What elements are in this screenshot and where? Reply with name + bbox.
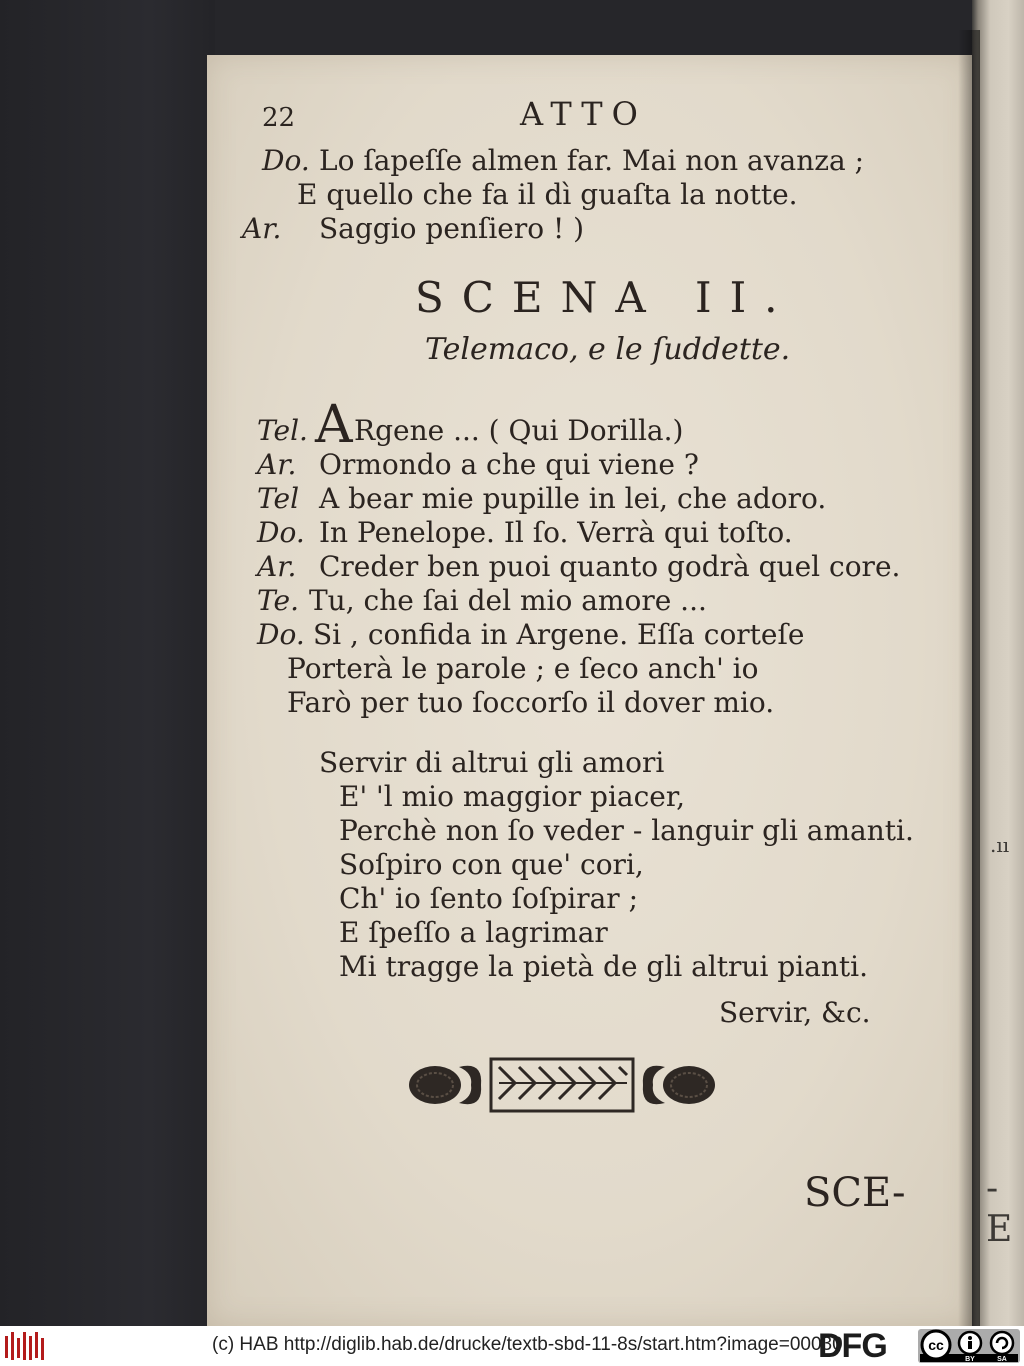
ornament-icon <box>407 1047 717 1123</box>
page-number: 22 <box>262 103 296 133</box>
cc-mark: cc <box>928 1337 944 1353</box>
aria-line: Servir di altrui gli amori <box>319 746 665 779</box>
aria-line: Soſpiro con que' cori, <box>339 848 644 881</box>
scanner-background <box>0 0 215 1326</box>
speaker-label: Ar. <box>257 550 297 583</box>
speaker-label: Do. <box>257 516 305 549</box>
footer-bar <box>0 1326 1024 1366</box>
book-page <box>207 55 972 1326</box>
speaker-label: Ar. <box>257 448 297 481</box>
neighbor-text-fragment: .ıı <box>990 833 1010 857</box>
scene-cast: Telemaco, e le ſuddette. <box>425 332 791 367</box>
aria-line: E ſpeſſo a lagrimar <box>339 916 608 949</box>
by-mark: BY <box>965 1356 975 1363</box>
verse-line: In Penelope. Il ſo. Verrà qui toſto. <box>319 516 793 549</box>
gutter-shadow <box>958 30 980 1326</box>
verse-line: Si , confida in Argene. Eſſa corteſe <box>313 618 805 651</box>
speaker-label: Tel <box>257 482 300 515</box>
running-head: ATTO <box>520 95 647 133</box>
dfg-logo[interactable]: DFG <box>818 1327 887 1365</box>
aria-line: E' 'l mio maggior piacer, <box>339 780 686 813</box>
sa-mark: SA <box>997 1356 1007 1363</box>
aria-line: Perchè non ſo veder - languir gli amanti. <box>339 814 914 847</box>
aria-line: Ch' io ſento ſoſpirar ; <box>339 882 639 915</box>
verse-line: Rgene ... ( Qui Dorilla.) <box>354 414 684 447</box>
speaker-label: Do. <box>262 144 310 177</box>
speaker-label: Tel. <box>257 414 308 447</box>
verse-line: Farò per tuo ſoccorſo il dover mio. <box>287 686 775 719</box>
verse-line: Saggio penſiero ! ) <box>319 212 585 245</box>
scene-title: SCENA II. <box>415 273 796 322</box>
citation-link[interactable]: (c) HAB http://diglib.hab.de/drucke/textb-sbd-11-8s/start.htm?image=00030 <box>212 1334 843 1355</box>
speaker-label: Ar. <box>242 212 282 245</box>
verse-line: Porterà le parole ; e ſeco anch' io <box>287 652 759 685</box>
verse-line: Lo ſapeſſe almen far. Mai non avanza ; <box>319 144 865 177</box>
verse-line: Creder ben puoi quanto godrà quel core. <box>319 550 901 583</box>
aria-repeat-cue: Servir, &c. <box>719 996 871 1029</box>
verse-line: A bear mie pupille in lei, che adoro. <box>319 482 827 515</box>
aria-line: Mi tragge la pietà de gli altrui pianti. <box>339 950 869 983</box>
speaker-label: Te. <box>257 584 299 617</box>
verse-line: E quello che fa il dì guaſta la notte. <box>297 178 798 211</box>
drop-cap: A <box>315 395 353 455</box>
catchword: SCE- <box>804 1170 906 1216</box>
cc-license-icon[interactable] <box>918 1329 1020 1363</box>
verse-line: Tu, che ſai del mio amore ... <box>309 584 707 617</box>
verse-line: Ormondo a che qui viene ? <box>319 448 699 481</box>
speaker-label: Do. <box>257 618 305 651</box>
neighbor-catchword-fragment: -E <box>986 1168 1013 1250</box>
hab-logo-icon[interactable] <box>4 1330 48 1362</box>
